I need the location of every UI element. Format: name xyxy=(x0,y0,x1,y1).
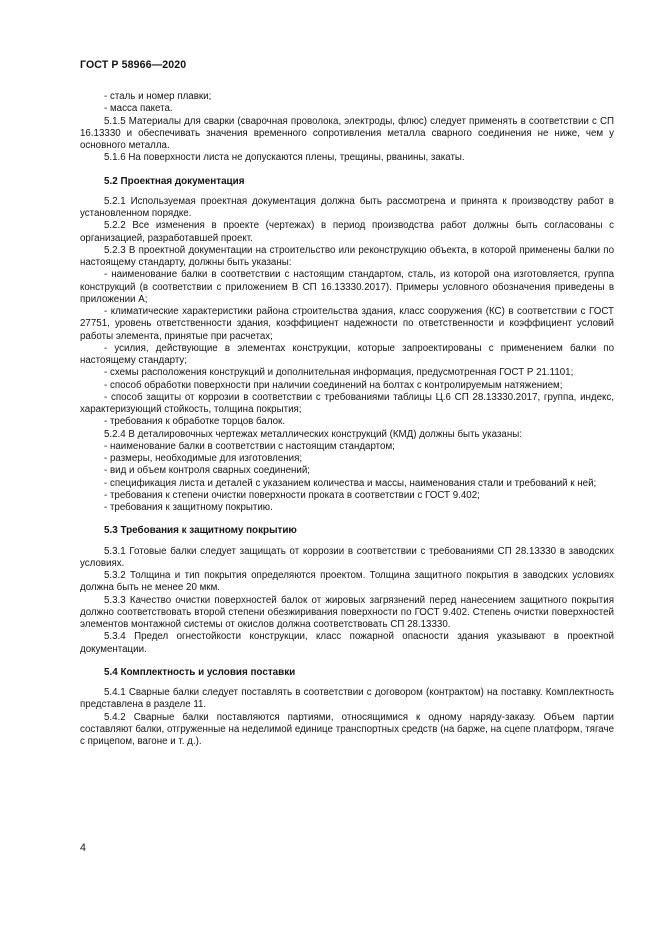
paragraph: - масса пакета. xyxy=(104,103,173,115)
paragraph: - способ защиты от коррозии в соответствии с требованиями таблицы Ц.6 СП 28.13330.2017, группа, индекс, характеризующий стойкость, толщина покрытия; xyxy=(80,391,614,415)
paragraph: - требования к степени очистки поверхности проката в соответствии с ГОСТ 9.402; xyxy=(104,489,480,501)
paragraph: - наименование балки в соответствии с настоящим стандартом; xyxy=(104,440,395,452)
paragraph: - схемы расположения конструкций и дополнительная информация, предусмотренная ГОСТ Р 21.1101; xyxy=(104,367,574,379)
paragraph: - вид и объем контроля сварных соединений; xyxy=(104,465,311,477)
paragraph: - способ обработки поверхности при наличии соединений на болтах с контролируемым натяжением; xyxy=(104,379,563,391)
paragraph: - спецификация листа и деталей с указанием количества и массы, наименования стали и требований к ней; xyxy=(104,477,597,489)
section-heading: 5.4 Комплектность и условия поставки xyxy=(104,666,296,678)
paragraph: - требования к обработке торцов балок. xyxy=(104,416,286,428)
paragraph: 5.2.1 Используемая проектная документация должна быть рассмотрена и принята к производству работ в установленном порядке. xyxy=(80,195,614,219)
paragraph: - климатические характеристики района строительства здания, класс сооружения (КС) в соответствии с ГОСТ 27751, уровень ответственности здания, коэффициент надежности по ответственности и коэффициент условий работы элемента, принятые при расчетах; xyxy=(80,306,614,342)
paragraph: 5.3.3 Качество очистки поверхностей балок от жировых загрязнений перед нанесением защитного покрытия должно соответствовать второй степени обезжиривания поверхности по ГОСТ 9.402. Степень очистки поверхностей элементов монтажной системы от окислов должна соответствовать СП 28.13330. xyxy=(80,594,614,630)
paragraph: 5.3.1 Готовые балки следует защищать от коррозии в соответствии с требованиями СП 28.13330 в заводских условиях. xyxy=(80,545,614,569)
paragraph: - наименование балки в соответствии с настоящим стандартом, сталь, из которой она изготовляется, группа конструкций (в соответствии с приложением В СП 16.13330.2017). Примеры условного обозначения приведены в приложении А; xyxy=(80,269,614,305)
paragraph: 5.2.4 В деталировочных чертежах металлических конструкций (КМД) должны быть указаны: xyxy=(104,428,522,440)
paragraph: 5.1.6 На поверхности листа не допускаются плены, трещины, рванины, закаты. xyxy=(104,152,465,164)
paragraph: - размеры, необходимые для изготовления; xyxy=(104,453,303,464)
paragraph: 5.3.2 Толщина и тип покрытия определяются проектом. Толщина защитного покрытия в заводских условиях должна быть не менее 20 мкм. xyxy=(80,570,614,594)
document-id: ГОСТ Р 58966—2020 xyxy=(80,59,187,71)
paragraph: 5.1.5 Материалы для сварки (сварочная проволока, электроды, флюс) следует применять в соответствии с СП 16.13330 и обеспечивать значения временного сопротивления металла сварного соединения не ниже, чем у основного металла. xyxy=(80,115,614,151)
paragraph: 5.4.2 Сварные балки поставляются партиями, относящимися к одному наряду-заказу. Объем партии составляют балки, отгруженные на неделимой единице транспортных средств (на барже, на сцепе платформ, тягаче с прицепом, вагоне и т. д.). xyxy=(80,711,614,747)
section-heading: 5.3 Требования к защитному покрытию xyxy=(104,525,297,537)
page-number: 4 xyxy=(80,842,86,854)
section-heading: 5.2 Проектная документация xyxy=(104,175,245,187)
paragraph: 5.2.3 В проектной документации на строительство или реконструкцию объекта, в которой применены балки по настоящему стандарту, должны быть указаны: xyxy=(80,244,614,268)
paragraph: 5.3.4 Предел огнестойкости конструкции, класс пожарной опасности здания указывают в проектной документации. xyxy=(80,631,614,655)
paragraph: - требования к защитному покрытию. xyxy=(104,502,273,513)
paragraph: 5.4.1 Сварные балки следует поставлять в соответствии с договором (контрактом) на поставку. Комплектность представлена в разделе 11. xyxy=(80,687,614,711)
paragraph: 5.2.2 Все изменения в проекте (чертежах) в период производства работ должны быть согласованы с организацией, разработавшей проект. xyxy=(80,220,614,244)
paragraph: - усилия, действующие в элементах конструкции, которые запроектированы с применением балки по настоящему стандарту; xyxy=(80,342,614,366)
document-body xyxy=(80,91,614,748)
paragraph: - сталь и номер плавки; xyxy=(104,91,212,102)
